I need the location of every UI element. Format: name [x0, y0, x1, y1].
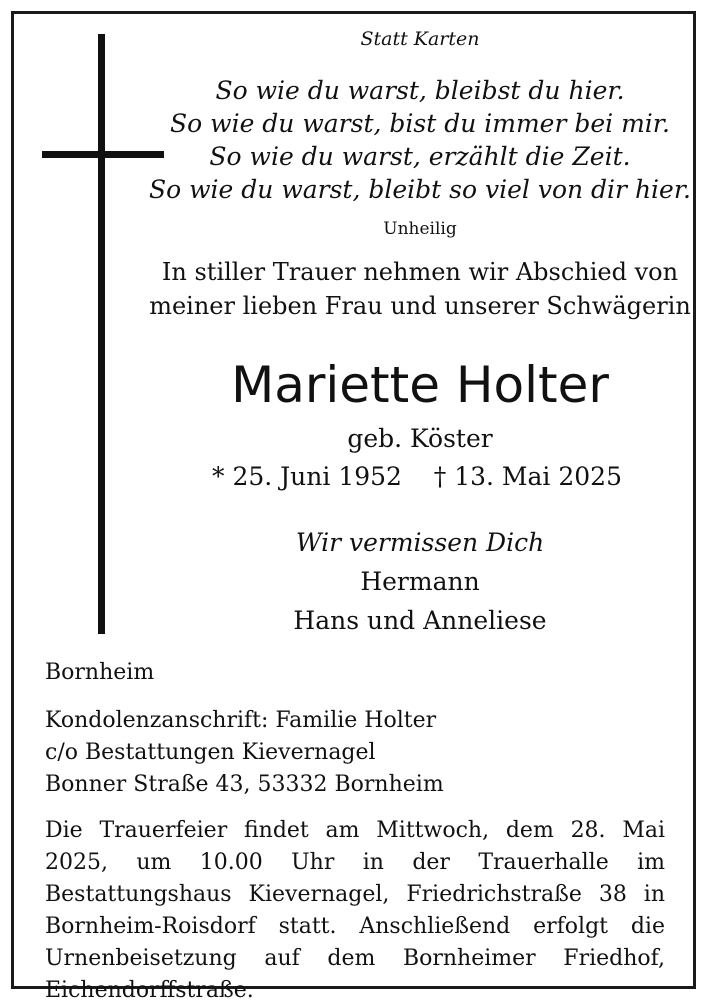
address-line-2: c/o Bestattungen Kievernagel	[45, 740, 376, 765]
place: Bornheim	[45, 660, 155, 685]
maiden-name: geb. Köster	[347, 424, 493, 453]
statt-karten: Statt Karten	[360, 28, 480, 50]
verse-line-2: So wie du warst, bist du immer bei mir.	[170, 109, 670, 138]
mourners-motto: Wir vermissen Dich	[295, 528, 545, 557]
intro-line-2: meiner lieben Frau und unserer Schwägerin	[149, 292, 691, 320]
verse-line-3: So wie du warst, erzählt die Zeit.	[209, 142, 631, 171]
address-line-1: Kondolenzanschrift: Familie Holter	[45, 708, 437, 733]
death-date: † 13. Mai 2025	[433, 462, 622, 491]
birth-date: * 25. Juni 1952	[212, 462, 402, 491]
ceremony-text: Die Trauerfeier findet am Mittwoch, dem 28. Mai 2025, um 10.00 Uhr in der Trauerhalle im Bestattungshaus Kievernagel, Friedrichstraße 38 in Bornheim-Roisdorf statt. Anschließend erfolgt die Urnenbeisetzung auf dem Bornheimer Friedhof, Eichendorffstraße.	[45, 818, 665, 1003]
deceased-name: Mariette Holter	[231, 356, 609, 414]
condolence-address	[45, 705, 665, 801]
mourner-name-2: Hans und Anneliese	[293, 606, 547, 635]
mourner-name-1: Hermann	[360, 567, 480, 596]
cross-vertical-bar	[98, 34, 105, 634]
intro-line-1: In stiller Trauer nehmen wir Abschied von	[161, 258, 679, 286]
address-line-3: Bonner Straße 43, 53332 Bornheim	[45, 772, 444, 797]
verse-line-1: So wie du warst, bleibst du hier.	[215, 76, 625, 105]
verse-line-4: So wie du warst, bleibt so viel von dir hier.	[149, 175, 691, 204]
verse-author: Unheilig	[383, 219, 457, 239]
